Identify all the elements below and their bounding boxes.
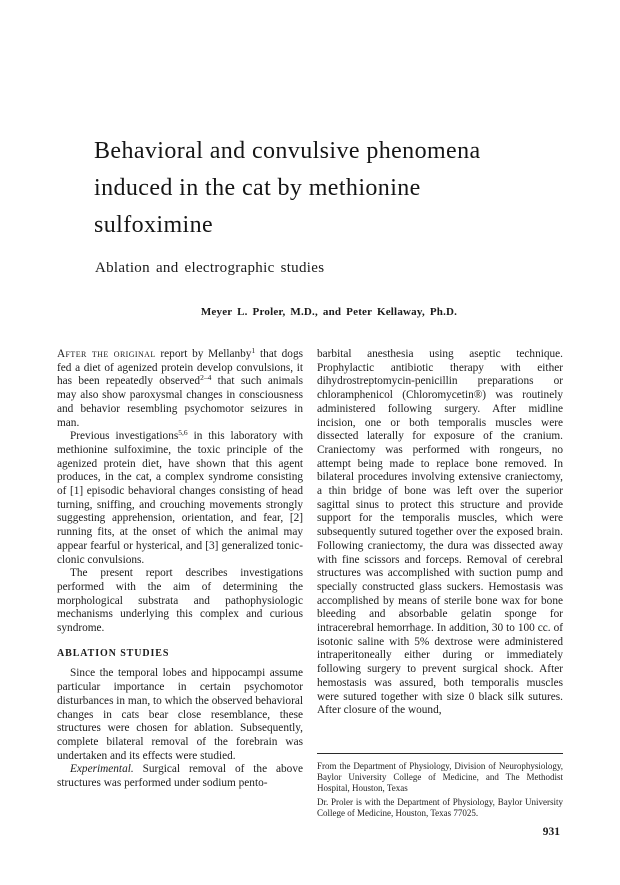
text-columns xyxy=(57,348,563,791)
article-subtitle: Ablation and electrographic studies xyxy=(95,260,325,276)
italic-lead: Experimental. xyxy=(70,763,134,776)
title-line: induced in the cat by methionine xyxy=(94,175,421,201)
paragraph-text: that such animals may also show paroxysmal changes in consciousness and behavior resembling psychomotor seizures in man. xyxy=(57,375,303,429)
small-caps-lead: After the original xyxy=(57,348,156,360)
body-paragraph-continuation: barbital anesthesia using aseptic technique. Prophylactic antibiotic therapy with either dihydrostreptomycin-penicillin preparations or chloramphenicol (Chloromycetin®) was routinely administered following surgery. After midline incision, one or both temporalis muscles were dissected laterally for exposure of the cranium. Craniectomy was performed with rongeurs, no attempt being made to replace bone removed. In bilateral procedures involving extensive craniectomy, a thin bridge of bone was left over the superior sagittal sinus to protect this structure and provide support for the temporalis muscles, which were subsequently sutured together over the exposed brain. Following craniectomy, the dura was dissected away with fine scissors and forceps. Removal of cerebral structures was accomplished with suction pump and specially constructed glass suckers. Hemostasis was accomplished by means of sterile bone wax for bone bleeding and absorbable gelatin sponge for intracerebral hemorrhage. In addition, 30 to 100 cc. of isotonic saline with 5% dextrose were administered intraperitoneally either during or immediately following surgery to prevent surgical shock. After hemostasis was assured, both temporalis muscles were sutured together with size 0 black silk sutures. After closure of the wound, xyxy=(317,348,563,717)
footnote-affiliation: From the Department of Physiology, Division of Neurophysiology, Baylor University College of Medicine, and The Methodist Hospital, Houston, Texas xyxy=(317,761,563,793)
page-number: 931 xyxy=(542,826,560,838)
citation-ref: 2–4 xyxy=(200,373,212,383)
left-column xyxy=(57,348,303,791)
body-paragraph-intro xyxy=(57,348,303,430)
footnote-divider xyxy=(317,753,563,754)
body-paragraph xyxy=(57,430,303,567)
paragraph-text: report by Mellanby xyxy=(155,348,252,360)
title-line: sulfoximine xyxy=(94,212,214,238)
authors-byline: Meyer L. Proler, M.D., and Peter Kellaway, Ph.D. xyxy=(200,306,458,318)
paragraph-text: Surgical removal of the above structures was performed under sodium pento- xyxy=(57,763,303,790)
paragraph-text: Previous investigations xyxy=(70,430,179,443)
citation-ref: 5,6 xyxy=(178,428,188,438)
section-heading-ablation-studies: ABLATION STUDIES xyxy=(57,647,170,659)
footnote-author-note: Dr. Proler is with the Department of Physiology, Baylor University College of Medicine, Houston, Texas 77025. xyxy=(317,797,563,819)
article-title xyxy=(94,133,564,244)
footnote-block xyxy=(317,753,563,823)
paragraph-text: in this laboratory with methionine sulfoximine, the toxic principle of the agenized protein diet, have shown that this agent produces, in the cat, a complex syndrome consisting of [1] episodic behavioral changes consisting of head turning, sniffing, and crouching movements strongly suggesting apprehension, orientation, and fear, [2] running fits, at the onset of which the animal may appear fearful or hysterical, and [3] generalized tonic-clonic convulsions. xyxy=(57,430,304,566)
paragraph-text: that dogs fed a diet of agenized protein develop convulsions, it has been repeatedly observed xyxy=(57,348,304,388)
right-column xyxy=(317,348,563,791)
title-line: Behavioral and convulsive phenomena xyxy=(94,138,481,164)
body-paragraph-experimental xyxy=(57,763,303,790)
body-paragraph: The present report describes investigations performed with the aim of determining the morphological substrata and pathophysiologic mechanisms underlying this complex and curious syndrome. xyxy=(57,567,303,635)
citation-ref: 1 xyxy=(251,346,256,355)
body-paragraph: Since the temporal lobes and hippocampi assume particular importance in certain psychomotor disturbances in man, to which the observed behavioral changes in cats bear close resemblance, these structures were chosen for ablation. Subsequently, complete bilateral removal of the forebrain was undertaken and its effects were studied. xyxy=(57,667,303,762)
